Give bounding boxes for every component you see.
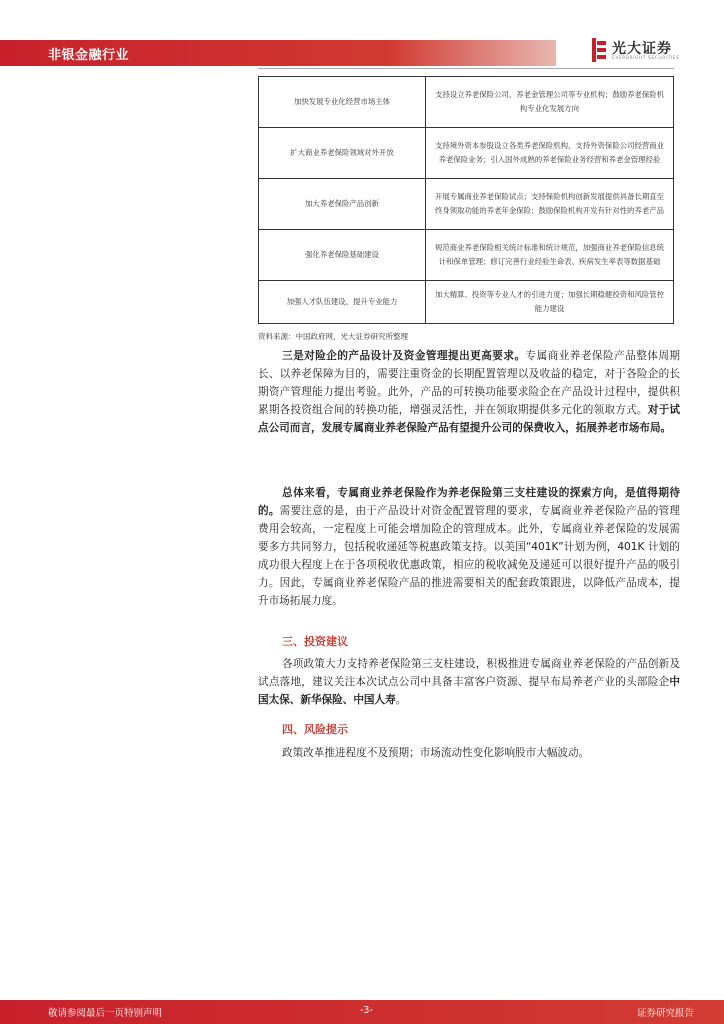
header-title: 非银金融行业 bbox=[48, 48, 130, 63]
paragraph-lead-bold: 三是对险企的产品设计及资金管理提出更高要求。 bbox=[282, 350, 526, 362]
paragraph-text: 各项政策大力支持养老保险第三支柱建设，积极推进专属商业养老保险的产品创新及试点落地，建议关注本次试点公司中具备丰富客户资源、提早布局养老产业的头部险企 bbox=[258, 658, 680, 688]
table-cell-measure: 强化养老保险基础建设 bbox=[259, 230, 426, 281]
table-cell-content: 开展专属商业养老保险试点；支持保险机构创新发展提供具备长期直至终身领取功能的养老年金保险；鼓励保险机构开发有针对性的养老产品 bbox=[426, 179, 674, 230]
table-cell-measure: 加强人才队伍建设，提升专业能力 bbox=[259, 281, 426, 324]
paragraph-investment bbox=[258, 655, 680, 709]
table-row bbox=[259, 230, 674, 281]
footer-disclaimer: 敬请参阅最后一页特别声明 bbox=[48, 1008, 163, 1019]
section-heading-risk: 四、风险提示 bbox=[282, 723, 348, 736]
table-cell-content: 加大精算、投资等专业人才的引进力度；加强长期稳健投资和风险管控能力建设 bbox=[426, 281, 674, 324]
paragraph-risk bbox=[258, 744, 680, 762]
paragraph-end: 。 bbox=[395, 694, 407, 706]
paragraph-text: 政策改革推进程度不及预期；市场流动性变化影响股市大幅波动。 bbox=[282, 747, 590, 759]
paragraph-product-design bbox=[258, 347, 680, 437]
paragraph-text: 专属商业养老保险产品整体周期长、以养老保障为目的，需要注重资金的长期配置管理以及收益的稳定，对于各险企的长期资产管理能力提出考验。此外，产品的可转换功能要求险企在产品设计过程中，提供积累期各投资组合间的转换功能，增强灵活性，并在领取期提供多元化的领取方式。 bbox=[258, 350, 681, 416]
table-row bbox=[259, 179, 674, 230]
policy-table bbox=[258, 76, 674, 324]
paragraph-lead-bold: 总体来看，专属商业养老保险作为养老保险第三支柱建设的探索方向，是值得期待的。 bbox=[258, 487, 680, 517]
section-heading-investment: 三、投资建议 bbox=[282, 635, 348, 648]
paragraph-summary bbox=[258, 484, 680, 610]
table-cell-content: 规范商业养老保险相关统计标准和统计规范，加强商业养老保险信息统计和保单管理；修订完善行业经验生命表、疾病发生率表等数据基础 bbox=[426, 230, 674, 281]
divider bbox=[258, 68, 674, 69]
logo-mark-icon bbox=[592, 38, 606, 62]
table-cell-content: 支持境外资本参股设立各类养老保险机构，支持外资保险公司经营商业养老保险业务；引入国外成熟的养老保险业务经营和养老金管理经验 bbox=[426, 128, 674, 179]
page-number: -3- bbox=[360, 1005, 373, 1016]
table-source-note: 资料来源：中国政府网，光大证券研究所整理 bbox=[258, 332, 408, 341]
table-cell-measure: 加大养老保险产品创新 bbox=[259, 179, 426, 230]
table-row bbox=[259, 281, 674, 324]
recommended-companies: 中国太保、新华保险、中国人寿 bbox=[258, 676, 680, 706]
paragraph-conclusion-bold: 对于试点公司而言，发展专属商业养老保险产品有望提升公司的保费收入，拓展养老市场布局。 bbox=[258, 404, 680, 434]
footer-report-type: 证券研究报告 bbox=[636, 1008, 694, 1019]
table-row bbox=[259, 77, 674, 128]
table-row bbox=[259, 128, 674, 179]
logo-text: 光大证券 bbox=[612, 41, 672, 57]
logo-subtext: EVERBRIGHT SECURITIES bbox=[612, 56, 680, 61]
paragraph-text: 需要注意的是，由于产品设计对资金配置管理的要求，专属商业养老保险产品的管理费用会较高，一定程度上可能会增加险企的管理成本。此外，专属商业养老保险的发展需要多方共同努力，包括税收递延等税惠政策支持。以美国“401K”计划为例，401K 计划的成功很大程度上在于各项税收优惠政策，相应的税收减免及递延可以很好提升产品的吸引力。因此，专属商业养老保险产品的推进需要相关的配套政策跟进，以降低产品成本，提升市场拓展力度。 bbox=[258, 505, 680, 607]
table-cell-content: 支持设立养老保险公司、养老金管理公司等专业机构；鼓励养老保险机构专业化发展方向 bbox=[426, 77, 674, 128]
table-cell-measure: 扩大商业养老保险领域对外开放 bbox=[259, 128, 426, 179]
table-cell-measure: 加快发展专业化经营市场主体 bbox=[259, 77, 426, 128]
company-logo bbox=[592, 36, 702, 66]
